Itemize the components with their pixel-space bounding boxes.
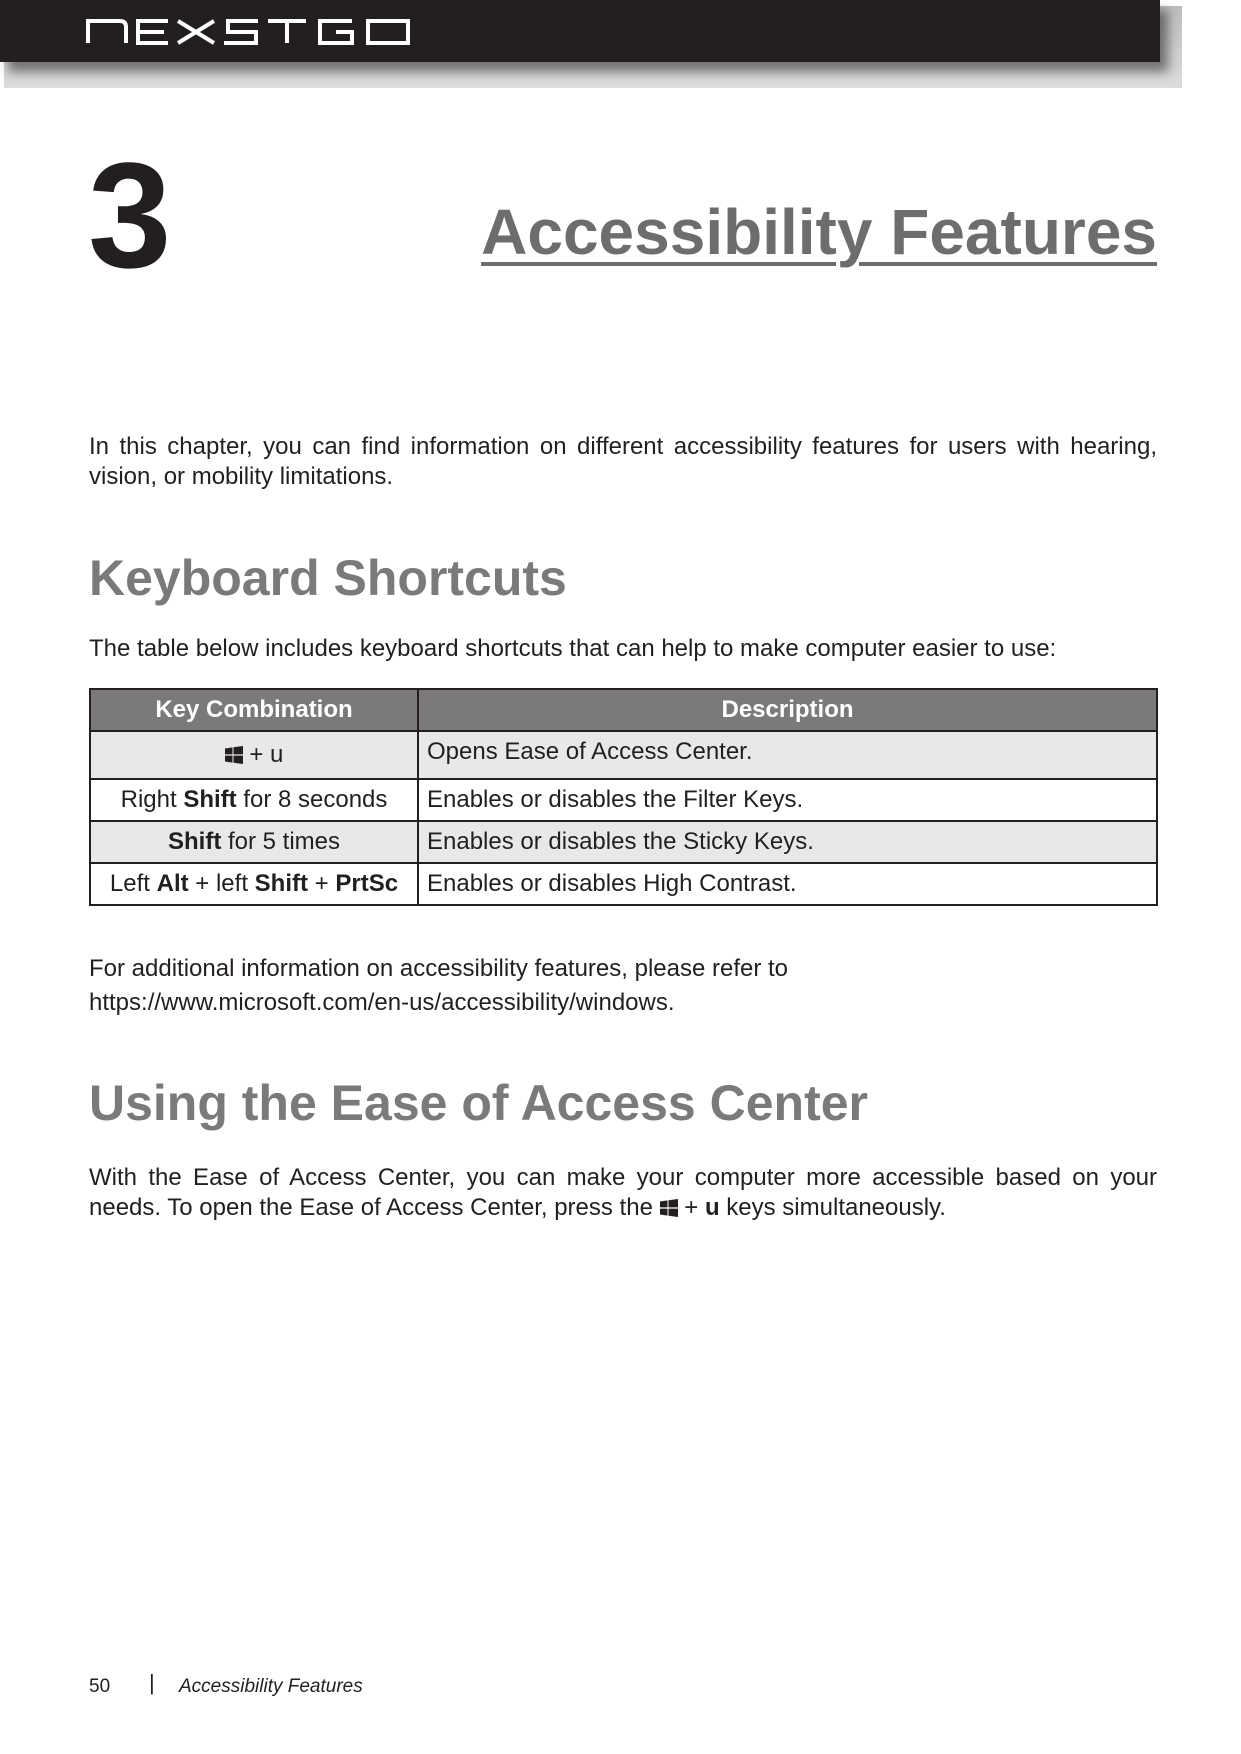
page-number: 50	[89, 1676, 111, 1697]
ease-paragraph	[89, 1163, 1157, 1223]
brand-logo	[86, 17, 446, 45]
table-row	[90, 863, 1157, 905]
table-header-row	[90, 689, 1157, 731]
additional-info	[89, 952, 788, 1020]
accessibility-link[interactable]: https://www.microsoft.com/en-us/accessibility/windows.	[89, 989, 675, 1016]
key-bold: Shift	[183, 786, 237, 813]
page-footer	[89, 1670, 363, 1698]
column-header-key: Key Combination	[90, 689, 418, 731]
table-row	[90, 821, 1157, 863]
intro-paragraph: In this chapter, you can find information on different accessibility features for users with hearing, vision, or mobility limitations.	[89, 433, 1157, 490]
section-heading-ease-of-access: Using the Ease of Access Center	[89, 1075, 868, 1131]
key-text: for 5 times	[221, 828, 341, 855]
key-cell	[90, 731, 418, 779]
key-bold: Shift	[254, 870, 308, 897]
key-text: + left	[188, 870, 255, 897]
additional-info-text: For additional information on accessibility features, please refer to	[89, 955, 789, 982]
key-bold: Shift	[167, 828, 222, 855]
description-cell: Enables or disables the Filter Keys.	[418, 779, 1157, 821]
key-cell	[90, 821, 418, 863]
description-cell: Opens Ease of Access Center.	[418, 731, 1157, 779]
section-heading-keyboard-shortcuts: Keyboard Shortcuts	[89, 550, 567, 606]
table-row	[90, 731, 1157, 779]
footer-separator: |	[149, 1670, 155, 1695]
footer-section-label: Accessibility Features	[179, 1676, 363, 1697]
chapter-number: 3	[88, 131, 170, 299]
key-text: +	[308, 870, 336, 897]
description-cell: Enables or disables High Contrast.	[418, 863, 1157, 905]
key-text: for 8 seconds	[236, 786, 388, 813]
key-text: Right	[120, 786, 184, 813]
key-bold: Alt	[156, 870, 189, 897]
windows-icon	[660, 1199, 678, 1217]
ease-text: keys simultaneously.	[719, 1194, 946, 1221]
description-cell: Enables or disables the Sticky Keys.	[418, 821, 1157, 863]
ease-text: With the Ease of Access Center, you can make your computer more accessible based on your needs. To open the Ease of Access Center, press the	[89, 1164, 1157, 1221]
key-text: + u	[249, 741, 284, 768]
shortcuts-table	[89, 688, 1158, 906]
windows-icon	[225, 746, 243, 764]
key-cell	[90, 779, 418, 821]
chapter-title: Accessibility Features	[481, 196, 1157, 268]
header-bar	[0, 0, 1160, 62]
table-intro: The table below includes keyboard shortcuts that can help to make computer easier to use:	[89, 635, 1057, 662]
ease-key: u	[704, 1194, 720, 1221]
column-header-description: Description	[418, 689, 1157, 731]
key-text: Left	[109, 870, 157, 897]
table-row	[90, 779, 1157, 821]
ease-text: +	[677, 1194, 705, 1221]
key-bold: PrtSc	[335, 870, 399, 897]
key-cell	[90, 863, 418, 905]
